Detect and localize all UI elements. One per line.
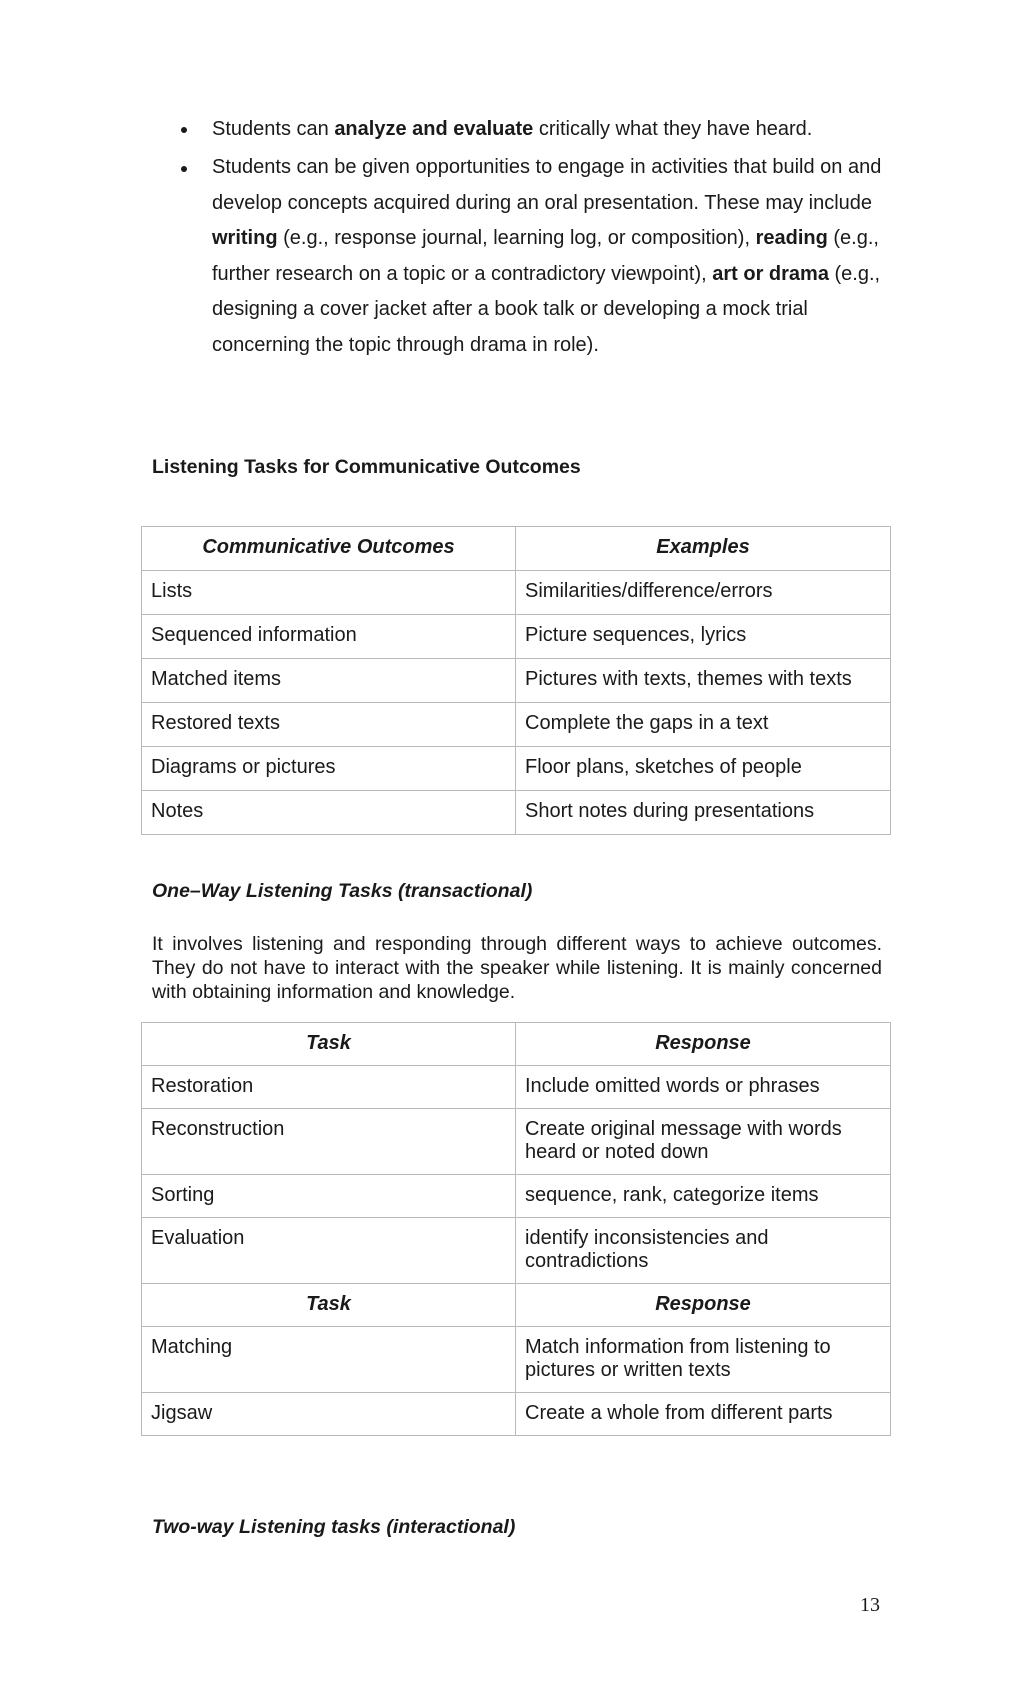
bullet-item — [170, 150, 890, 363]
table-cell: identify inconsistencies and contradictions — [516, 1218, 891, 1284]
section-heading-listening-tasks: Listening Tasks for Communicative Outcomes — [152, 456, 581, 478]
table-cell: Similarities/difference/errors — [516, 571, 891, 615]
table-cell: Create original message with words heard or noted down — [516, 1109, 891, 1175]
table-row — [142, 1218, 891, 1284]
table-cell: Floor plans, sketches of people — [516, 747, 891, 791]
table-row — [142, 1109, 891, 1175]
table-cell: Pictures with texts, themes with texts — [516, 659, 891, 703]
table-cell: Matched items — [142, 659, 516, 703]
bullet-text-run: Students can — [212, 118, 335, 140]
bullet-dot-icon — [181, 166, 187, 172]
table-header-row — [142, 1284, 891, 1327]
bullet-text-run: critically what they have heard. — [533, 118, 813, 140]
bullet-item — [170, 116, 890, 142]
column-header: Response — [516, 1023, 891, 1066]
bullet-dot-icon — [181, 127, 187, 133]
table-cell: Complete the gaps in a text — [516, 703, 891, 747]
column-header: Task — [142, 1284, 516, 1327]
table-cell: Restored texts — [142, 703, 516, 747]
task-response-table — [141, 1022, 891, 1436]
table-row — [142, 1175, 891, 1218]
table-row — [142, 703, 891, 747]
table-row — [142, 615, 891, 659]
section-heading-two-way: Two-way Listening tasks (interactional) — [152, 1516, 516, 1538]
table-row — [142, 791, 891, 835]
table-cell: Jigsaw — [142, 1393, 516, 1436]
table-cell: Notes — [142, 791, 516, 835]
column-header: Communicative Outcomes — [142, 527, 516, 571]
bullet-text-run: (e.g., response journal, learning log, or composition), — [277, 227, 756, 249]
table-cell: Matching — [142, 1327, 516, 1393]
bullet-text-run: (e.g., designing a cover jacket after a book talk or developing a mock trial concerning the topic through drama in role). — [212, 262, 881, 356]
table-row — [142, 659, 891, 703]
table-row — [142, 747, 891, 791]
table-cell: Lists — [142, 571, 516, 615]
table-cell: Short notes during presentations — [516, 791, 891, 835]
one-way-paragraph: It involves listening and responding through different ways to achieve outcomes. They do not have to interact with the speaker while listening. It is mainly concerned with obtaining information and knowledge. — [152, 933, 882, 1003]
table-row — [142, 1066, 891, 1109]
bullet-text-bold: writing — [212, 227, 278, 249]
column-header: Response — [516, 1284, 891, 1327]
table-row — [142, 1393, 891, 1436]
table-cell: Reconstruction — [142, 1109, 516, 1175]
bullet-list — [170, 116, 890, 373]
table-cell: sequence, rank, categorize items — [516, 1175, 891, 1218]
table-header-row — [142, 1023, 891, 1066]
bullet-text-run: (e.g., further research on a topic or a contradictory viewpoint), — [212, 227, 879, 285]
page-number: 13 — [860, 1594, 880, 1616]
table-cell: Include omitted words or phrases — [516, 1066, 891, 1109]
section-heading-one-way: One–Way Listening Tasks (transactional) — [152, 880, 533, 902]
column-header: Examples — [516, 527, 891, 571]
column-header: Task — [142, 1023, 516, 1066]
table-cell: Match information from listening to pictures or written texts — [516, 1327, 891, 1393]
table-cell: Picture sequences, lyrics — [516, 615, 891, 659]
table-cell: Restoration — [142, 1066, 516, 1109]
table-header-row — [142, 527, 891, 571]
table-cell: Evaluation — [142, 1218, 516, 1284]
table-cell: Diagrams or pictures — [142, 747, 516, 791]
bullet-text-run: Students can be given opportunities to engage in activities that build on and develop concepts acquired during an oral presentation. These may include — [212, 156, 882, 214]
table-cell: Create a whole from different parts — [516, 1393, 891, 1436]
bullet-text-bold: art or drama — [712, 262, 829, 285]
table-cell: Sorting — [142, 1175, 516, 1218]
bullet-text-bold: analyze and evaluate — [334, 118, 534, 140]
communicative-outcomes-table — [141, 526, 891, 835]
table-cell: Sequenced information — [142, 615, 516, 659]
table-row — [142, 571, 891, 615]
table-row — [142, 1327, 891, 1393]
bullet-text-bold: reading — [755, 227, 828, 249]
